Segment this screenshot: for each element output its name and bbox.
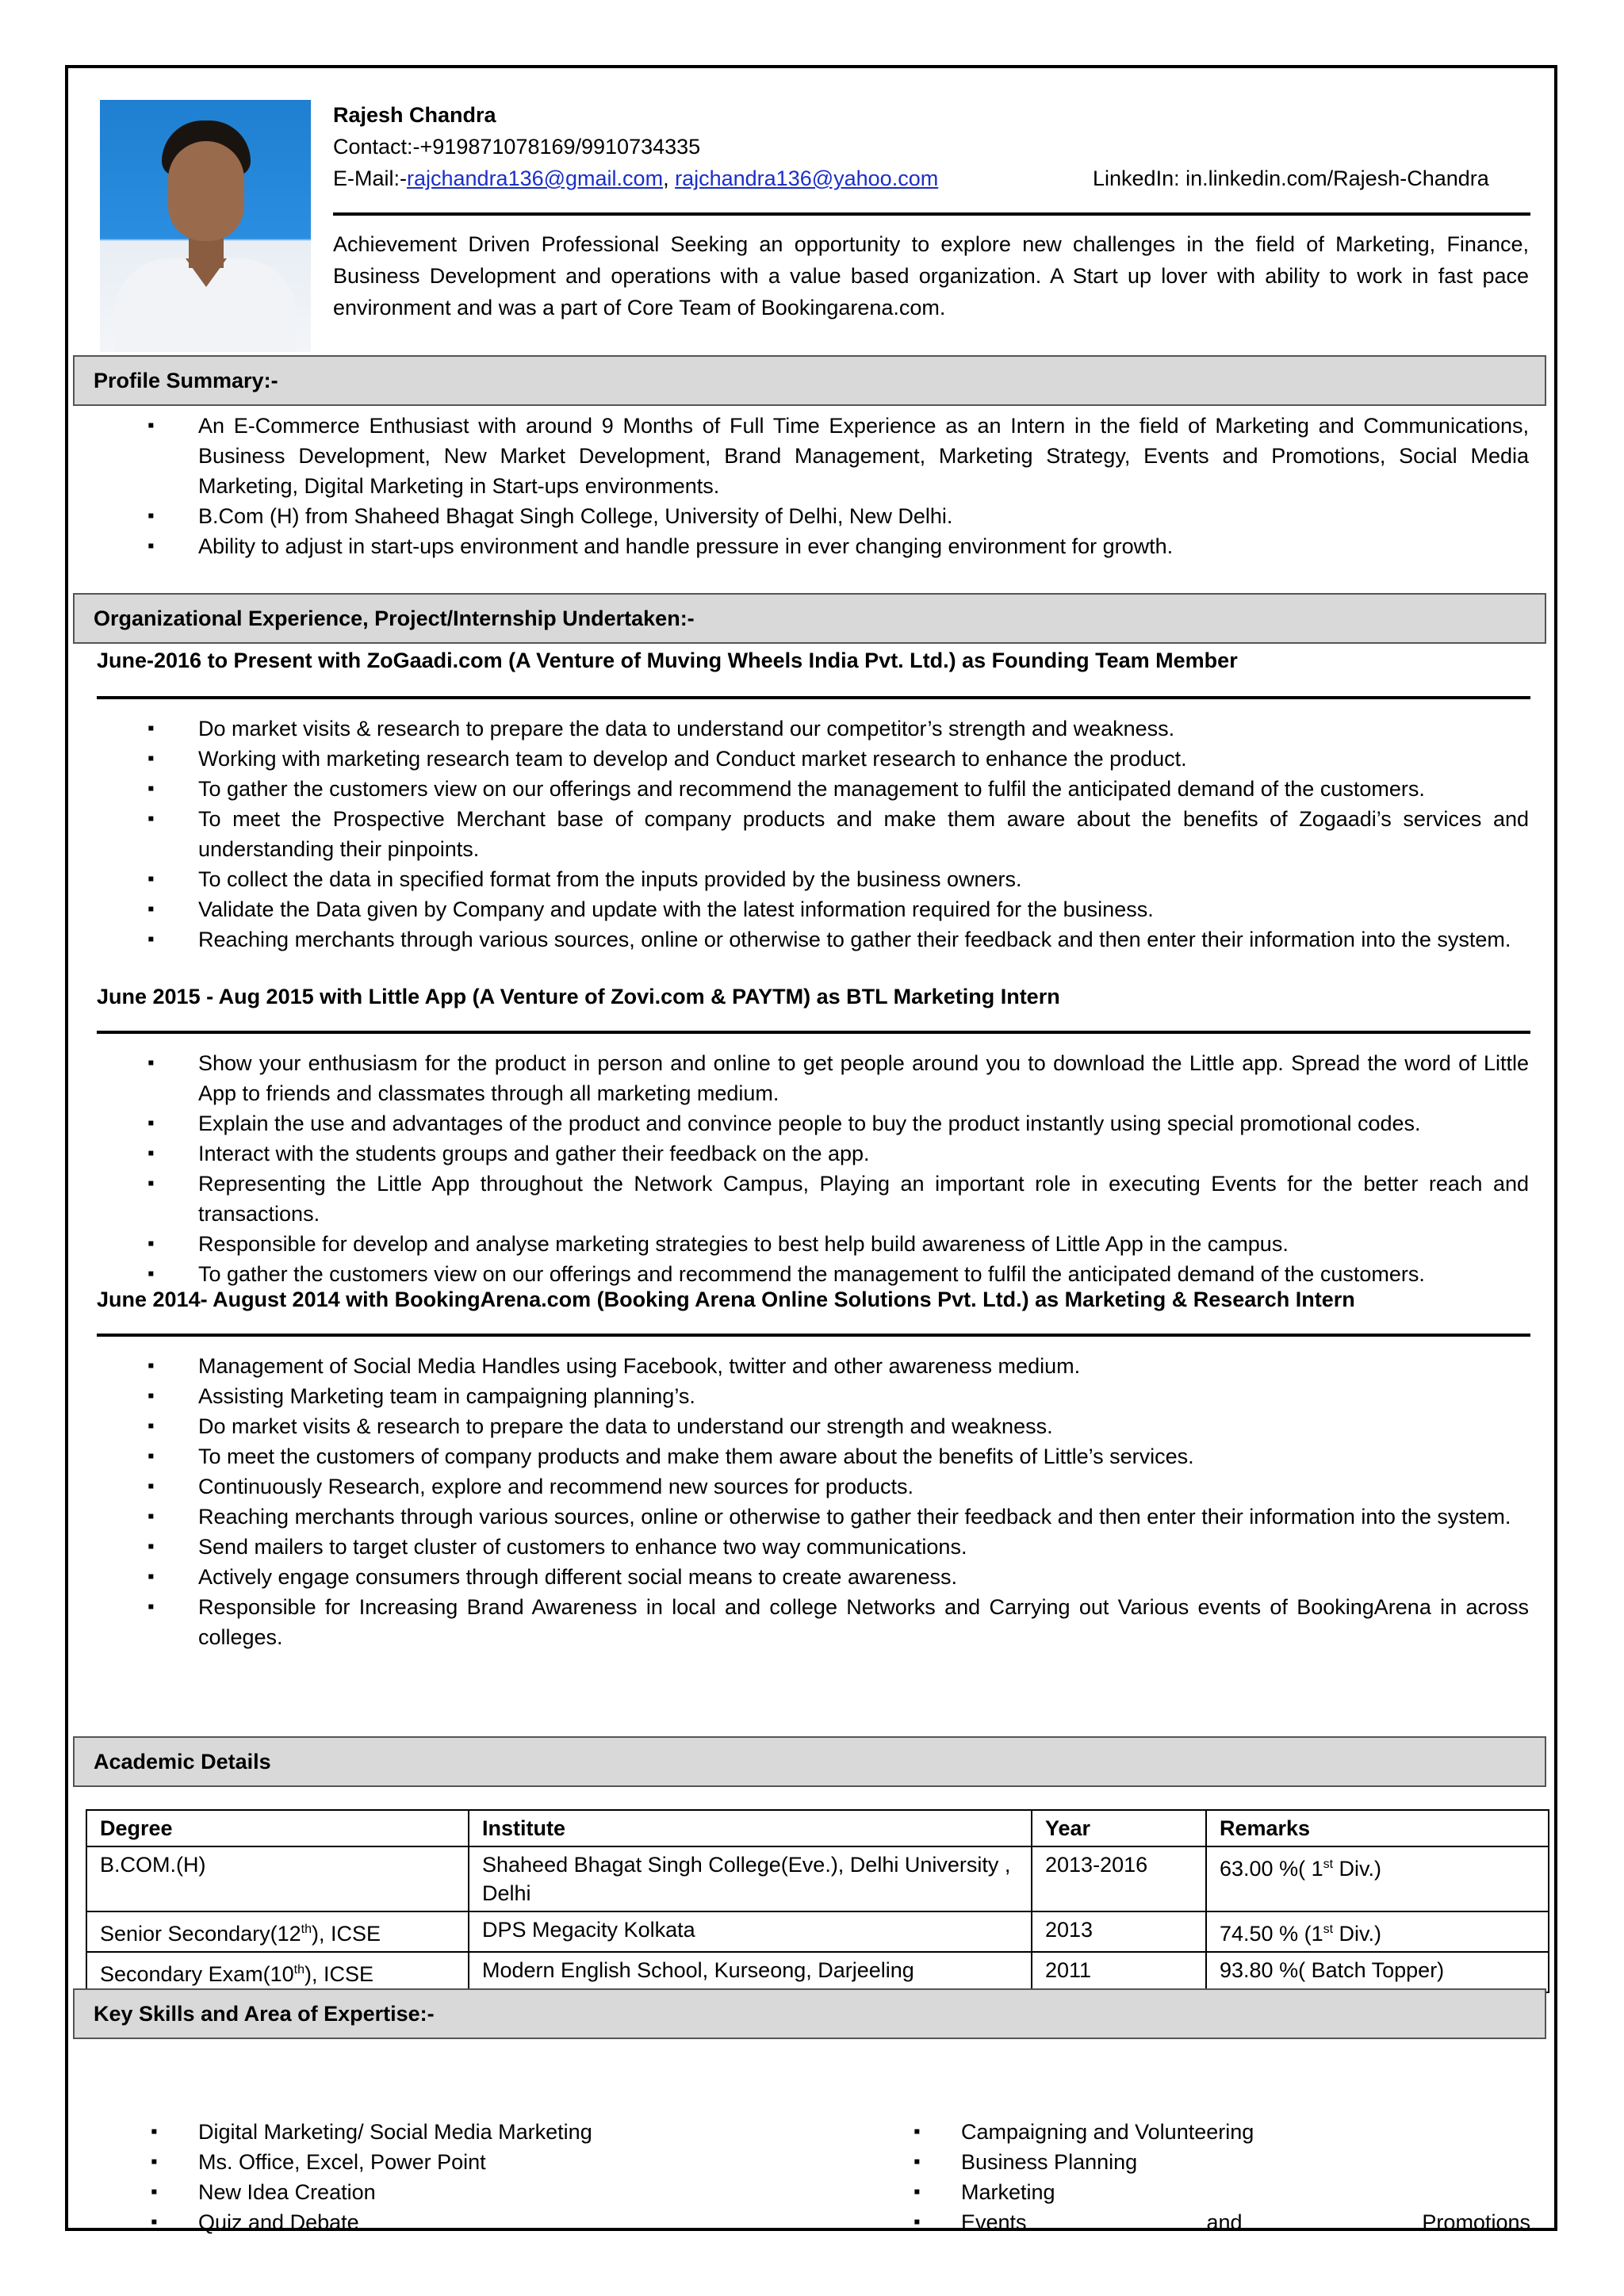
column-header: Degree — [86, 1810, 469, 1846]
remarks-cell: 93.80 %( Batch Topper) — [1206, 1952, 1549, 1992]
list-item: ▪ Send mailers to target cluster of customers to enhance two way communications. — [68, 1532, 1529, 1562]
list-item: ▪ Quiz and Debate — [198, 2207, 592, 2237]
list-item: ▪ Responsible for Increasing Brand Awareness in local and college Networks and Carrying out Various events of BookingArena in across colleges. — [68, 1592, 1529, 1652]
list-item: ▪ Events and Promotions — [961, 2207, 1530, 2237]
list-item: ▪ Interact with the students groups and gather their feedback on the app. — [68, 1138, 1529, 1169]
list-item: ▪ Management of Social Media Handles using Facebook, twitter and other awareness medium. — [68, 1351, 1529, 1381]
job-heading-bookingarena: June 2014- August 2014 with BookingArena.com (Booking Arena Online Solutions Pvt. Ltd.) as Marketing & Research Intern — [97, 1288, 1355, 1311]
list-item: ▪ Representing the Little App throughout the Network Campus, Playing an important role in executing Events for the better reach and transactions. — [68, 1169, 1529, 1229]
section-experience: Organizational Experience, Project/Internship Undertaken:- — [73, 593, 1546, 644]
column-header: Year — [1032, 1810, 1206, 1846]
degree-cell: B.COM.(H) — [86, 1846, 469, 1911]
list-item: ▪ Reaching merchants through various sources, online or otherwise to gather their feedback and then enter their information into the system. — [68, 924, 1529, 955]
list-item: ▪ Assisting Marketing team in campaigning planning’s. — [68, 1381, 1529, 1411]
list-item: ▪ To gather the customers view on our offerings and recommend the management to fulfil the anticipated demand of the customers. — [68, 774, 1529, 804]
list-item: ▪ Actively engage consumers through different social means to create awareness. — [68, 1562, 1529, 1592]
list-item: ▪ Continuously Research, explore and recommend new sources for products. — [68, 1471, 1529, 1502]
list-item: ▪ To meet the Prospective Merchant base of company products and make them aware about the benefits of Zogaadi’s services and understanding their pinpoints. — [68, 804, 1529, 864]
list-item: ▪ To collect the data in specified format from the inputs provided by the business owners. — [68, 864, 1529, 894]
list-item: ▪ Marketing — [961, 2177, 1530, 2207]
section-academic: Academic Details — [73, 1736, 1546, 1787]
list-item: ▪ Ability to adjust in start-ups environment and handle pressure in ever changing environment for growth. — [68, 531, 1529, 561]
section-skills: Key Skills and Area of Expertise:- — [73, 1988, 1546, 2039]
list-item: ▪ B.Com (H) from Shaheed Bhagat Singh College, University of Delhi, New Delhi. — [68, 501, 1529, 531]
list-item: ▪ Responsible for develop and analyse marketing strategies to best help build awareness of Little App in the campus. — [68, 1229, 1529, 1259]
job-divider — [97, 1334, 1530, 1337]
year-cell: 2013 — [1032, 1911, 1206, 1952]
list-item: ▪ Business Planning — [961, 2147, 1530, 2177]
column-header: Remarks — [1206, 1810, 1549, 1846]
academic-table — [86, 1809, 1549, 1993]
profile-photo — [100, 100, 311, 352]
skills-list-right — [961, 2117, 1530, 2237]
list-item: ▪ Do market visits & research to prepare the data to understand our strength and weakness. — [68, 1411, 1529, 1441]
list-item: ▪ To gather the customers view on our offerings and recommend the management to fulfil the anticipated demand of the customers. — [68, 1259, 1529, 1289]
job-list-little-app — [68, 1048, 1529, 1289]
job-list-zogaadi — [68, 714, 1529, 955]
remarks-cell: 63.00 %( 1st Div.) — [1206, 1846, 1549, 1911]
list-item: ▪ Campaigning and Volunteering — [961, 2117, 1530, 2147]
year-cell: 2011 — [1032, 1952, 1206, 1992]
institute-cell: DPS Megacity Kolkata — [469, 1911, 1032, 1952]
skills-list-left — [198, 2117, 592, 2237]
list-item: ▪ Explain the use and advantages of the product and convince people to buy the product instantly using special promotional codes. — [68, 1108, 1529, 1138]
institute-cell: Modern English School, Kurseong, Darjeeling — [469, 1952, 1032, 1992]
table-row — [86, 1911, 1549, 1952]
resume-page — [65, 65, 1557, 2234]
list-item: ▪ Working with marketing research team to develop and Conduct market research to enhance the product. — [68, 744, 1529, 774]
table-header-row — [86, 1810, 1549, 1846]
header-divider — [333, 212, 1530, 216]
profile-summary-list — [68, 411, 1529, 561]
table-row — [86, 1952, 1549, 1992]
candidate-name: Rajesh Chandra — [333, 103, 496, 127]
remarks-cell: 74.50 % (1st Div.) — [1206, 1911, 1549, 1952]
list-item: ▪ To meet the customers of company products and make them aware about the benefits of Little’s services. — [68, 1441, 1529, 1471]
degree-cell: Secondary Exam(10th), ICSE — [86, 1952, 469, 1992]
list-item: ▪ Reaching merchants through various sources, online or otherwise to gather their feedback and then enter their information into the system. — [68, 1502, 1529, 1532]
email-link-gmail[interactable]: rajchandra136@gmail.com — [407, 166, 664, 190]
job-divider — [97, 1031, 1530, 1034]
email-line — [333, 166, 938, 191]
degree-cell: Senior Secondary(12th), ICSE — [86, 1911, 469, 1952]
year-cell: 2013-2016 — [1032, 1846, 1206, 1911]
list-item: ▪ Ms. Office, Excel, Power Point — [198, 2147, 592, 2177]
list-item: ▪ New Idea Creation — [198, 2177, 592, 2207]
email-label: E-Mail:- — [333, 166, 407, 190]
job-heading-little-app: June 2015 - Aug 2015 with Little App (A Venture of Zovi.com & PAYTM) as BTL Marketing Intern — [97, 985, 1060, 1008]
list-item: ▪ Do market visits & research to prepare the data to understand our competitor’s strength and weakness. — [68, 714, 1529, 744]
section-profile-summary: Profile Summary:- — [73, 355, 1546, 406]
job-heading-zogaadi: June-2016 to Present with ZoGaadi.com (A Venture of Muving Wheels India Pvt. Ltd.) as Founding Team Member — [97, 649, 1238, 672]
email-link-yahoo[interactable]: rajchandra136@yahoo.com — [675, 166, 939, 190]
job-divider — [97, 696, 1530, 699]
job-list-bookingarena — [68, 1351, 1529, 1652]
list-item: ▪ Digital Marketing/ Social Media Marketing — [198, 2117, 592, 2147]
contact-phone: Contact:-+919871078169/9910734335 — [333, 135, 701, 159]
linkedin-url: LinkedIn: in.linkedin.com/Rajesh-Chandra — [1093, 166, 1489, 190]
table-row — [86, 1846, 1549, 1911]
list-item: ▪ Validate the Data given by Company and update with the latest information required for the business. — [68, 894, 1529, 924]
column-header: Institute — [469, 1810, 1032, 1846]
email-separator: , — [663, 166, 676, 190]
list-item: ▪ Show your enthusiasm for the product in person and online to get people around you to download the Little app. Spread the word of Little App to friends and classmates through all marketing medium. — [68, 1048, 1529, 1108]
list-item: ▪ An E-Commerce Enthusiast with around 9 Months of Full Time Experience as an Intern in the field of Marketing and Communications, Business Development, New Market Development, Brand Management, Marketing Strategy, Events and Promotions, Social Media Marketing, Digital Marketing in Start-ups environments. — [68, 411, 1529, 501]
career-objective: Achievement Driven Professional Seeking an opportunity to explore new challenges in the field of Marketing, Finance, Business Development and operations with a value based organization. A Start up lover with ability to work in fast pace environment and was a part of Core Team of Bookingarena.com. — [333, 232, 1529, 320]
institute-cell: Shaheed Bhagat Singh College(Eve.), Delhi University , Delhi — [469, 1846, 1032, 1911]
